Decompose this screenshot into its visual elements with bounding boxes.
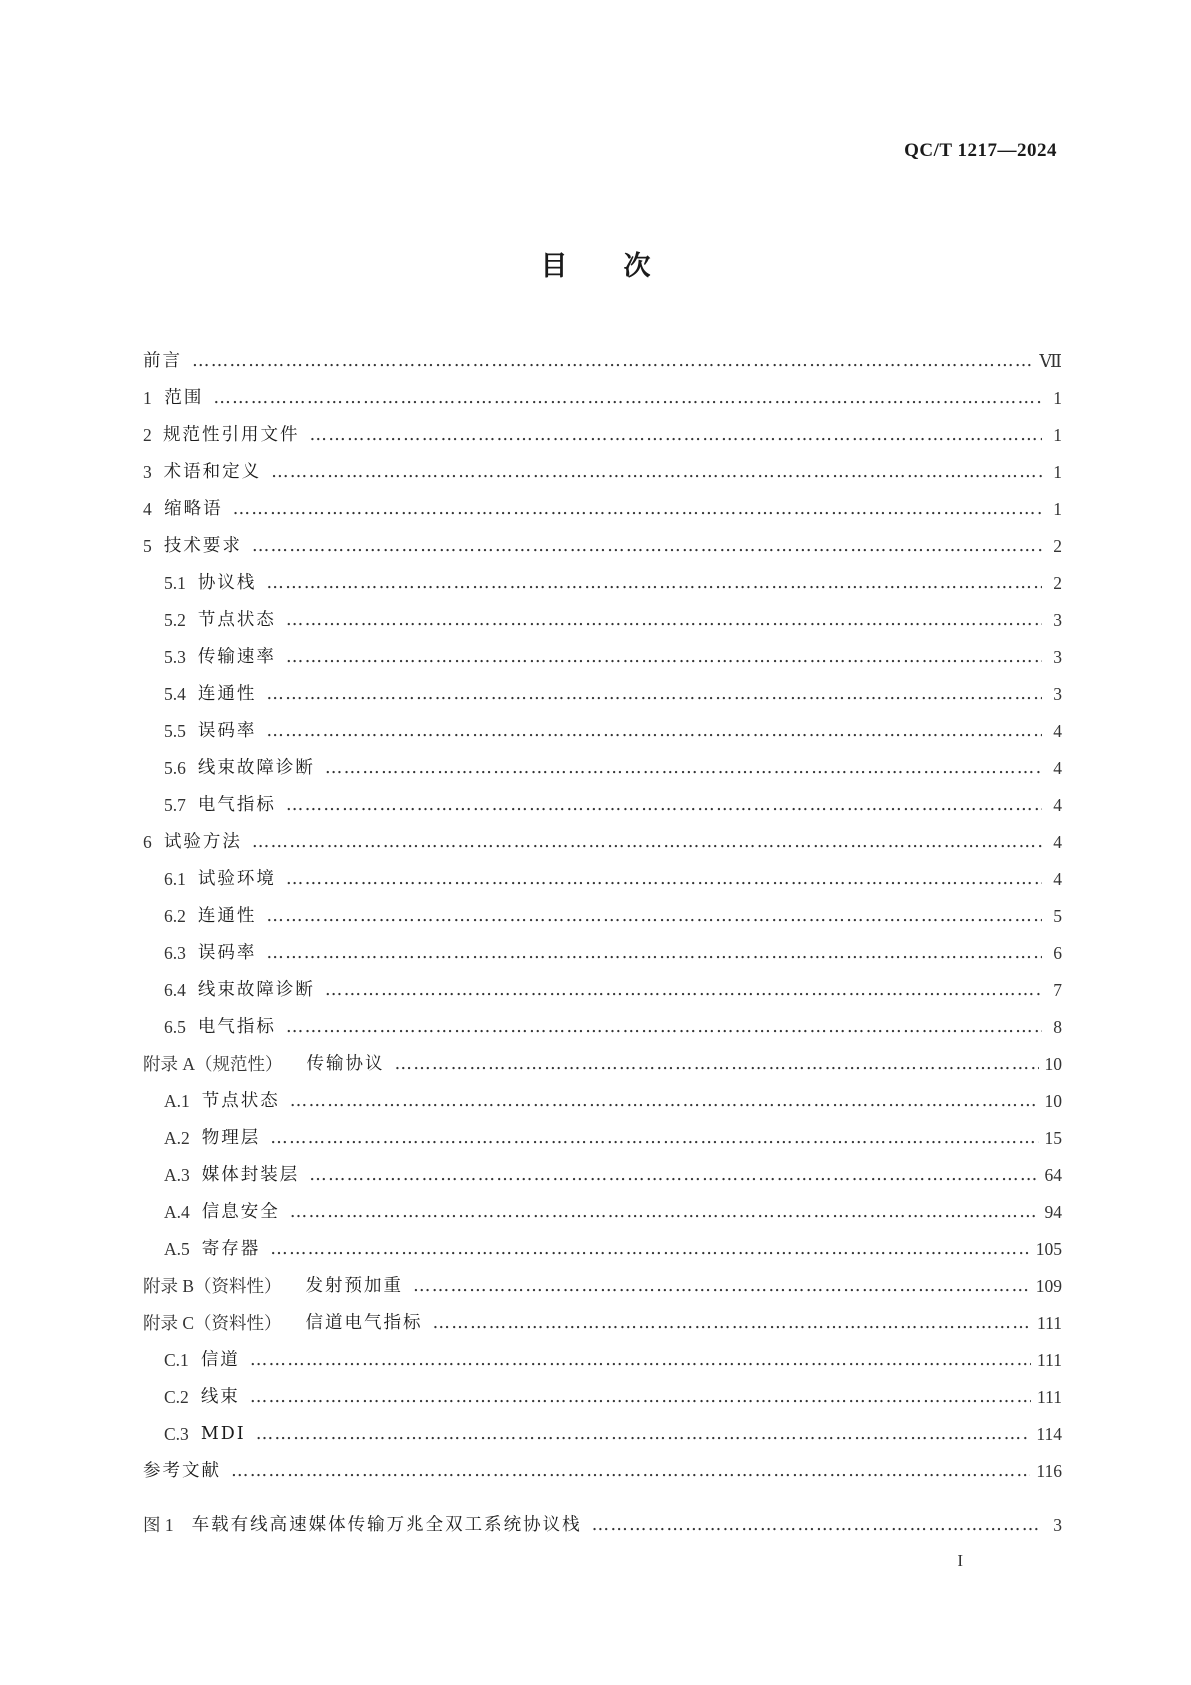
toc-entry-number: 6.1 (164, 869, 186, 889)
toc-entry-title: 信息安全 (201, 1202, 280, 1222)
toc-entry-title: 前言 (143, 351, 182, 371)
standard-number: QC/T 1217—2024 (904, 140, 1057, 161)
toc-entry-number: A.4 (164, 1202, 190, 1222)
toc-entry-title: 媒体封装层 (201, 1165, 300, 1185)
toc-entry-number: 5.6 (164, 758, 186, 778)
toc-entry-number: 6.5 (164, 1017, 186, 1037)
toc-entry-title: MDI (200, 1424, 246, 1444)
toc-entry-number: 4 (143, 499, 152, 519)
toc-entry[interactable] (143, 854, 1062, 891)
toc-entry-title: 参考文献 (143, 1461, 221, 1481)
toc-entry-title: 线束故障诊断 (197, 980, 315, 1000)
toc-entry-page: 4 (1053, 869, 1062, 889)
toc-entry-page: 10 (1044, 1091, 1062, 1111)
toc-entry[interactable] (143, 1150, 1062, 1187)
toc-entry-title: 规范性引用文件 (163, 425, 300, 445)
toc-leader-dots (266, 571, 1042, 595)
toc-entry-number: 5.1 (164, 573, 186, 593)
toc-leader-dots (252, 830, 1042, 854)
toc-entry-number: C.2 (164, 1387, 189, 1407)
toc-entry-page: 1 (1053, 425, 1062, 445)
toc-entry-number: 5.2 (164, 610, 186, 630)
toc-entry-number: 5 (143, 536, 152, 556)
toc-entry-page: 7 (1053, 980, 1062, 1000)
figure-entry[interactable] (143, 1500, 1062, 1537)
toc-leader-dots (286, 1015, 1042, 1039)
toc-entry-title: 电气指标 (197, 795, 276, 815)
toc-entry[interactable] (143, 447, 1062, 484)
toc-entry-title: 误码率 (197, 721, 257, 741)
toc-entry-number: 6.4 (164, 980, 186, 1000)
toc-entry-number: 1 (143, 388, 152, 408)
toc-leader-dots (286, 793, 1042, 817)
toc-entry-number: 附录 B（资料性） (143, 1276, 282, 1296)
toc-entry-title: 节点状态 (201, 1091, 280, 1111)
toc-entry[interactable] (143, 632, 1062, 669)
toc-entry[interactable] (143, 1335, 1062, 1372)
toc-entry-number: 5.4 (164, 684, 186, 704)
toc-entry-title: 技术要求 (163, 536, 242, 556)
toc-entry-page: 109 (1035, 1276, 1062, 1296)
toc-entry[interactable] (143, 780, 1062, 817)
toc-entry[interactable] (143, 817, 1062, 854)
toc-entry-page: 10 (1044, 1054, 1062, 1074)
toc-leader-dots (192, 349, 1033, 373)
toc-entry[interactable] (143, 1039, 1062, 1076)
toc-entry-page: 1 (1053, 388, 1062, 408)
toc-leader-dots (213, 386, 1042, 410)
toc-entry[interactable] (143, 928, 1062, 965)
toc-leader-dots (433, 1311, 1032, 1335)
toc-entry-page: 4 (1053, 795, 1062, 815)
toc-entry-number: 5.5 (164, 721, 186, 741)
toc-entry-title: 发射预加重 (305, 1276, 404, 1296)
toc-entry-number: A.5 (164, 1239, 190, 1259)
toc-entry-page: 4 (1053, 832, 1062, 852)
toc-entry-number: C.1 (164, 1350, 189, 1370)
toc-entry[interactable] (143, 1298, 1062, 1335)
toc-leader-dots (309, 1163, 1038, 1187)
toc-entry[interactable] (143, 1002, 1062, 1039)
toc-entry-title: 线束故障诊断 (197, 758, 315, 778)
toc-leader-dots (592, 1513, 1042, 1537)
toc-entry-page: 1 (1053, 499, 1062, 519)
toc-entry[interactable] (143, 1076, 1062, 1113)
toc-entry-page: 116 (1036, 1461, 1062, 1481)
toc-entry[interactable] (143, 1446, 1062, 1483)
figure-entry-number: 图 1 (143, 1515, 174, 1535)
toc-entry-page: 1 (1053, 462, 1062, 482)
toc-entry-page: 3 (1053, 684, 1062, 704)
toc-entry-page: 6 (1053, 943, 1062, 963)
toc-entry-title: 节点状态 (197, 610, 276, 630)
toc-entry[interactable] (143, 1224, 1062, 1261)
toc-entry[interactable] (143, 410, 1062, 447)
toc-leader-dots (252, 534, 1042, 558)
toc-leader-dots (266, 904, 1042, 928)
toc-leader-dots (233, 497, 1042, 521)
toc-entry-page: 105 (1035, 1239, 1062, 1259)
toc-entry-page: 111 (1037, 1387, 1062, 1407)
toc-leader-dots (250, 1385, 1031, 1409)
toc-leader-dots (286, 608, 1042, 632)
toc-entry[interactable] (143, 1113, 1062, 1150)
toc-entry-number: 6.3 (164, 943, 186, 963)
toc-entry-page: 3 (1053, 610, 1062, 630)
toc-entry-title: 传输速率 (197, 647, 276, 667)
toc-leader-dots (286, 867, 1042, 891)
toc-entry-page: 4 (1053, 721, 1062, 741)
toc-entry-number: 3 (143, 462, 152, 482)
toc-entry-number: 6 (143, 832, 152, 852)
toc-leader-dots (231, 1459, 1030, 1483)
toc-entry-number: 6.2 (164, 906, 186, 926)
page-title-char-1: 目 (540, 251, 568, 282)
toc-entry[interactable] (143, 558, 1062, 595)
toc-entry[interactable] (143, 1187, 1062, 1224)
toc-entry-title: 物理层 (201, 1128, 261, 1148)
toc-entry-page: Ⅶ (1039, 351, 1062, 371)
toc-leader-dots (310, 423, 1042, 447)
toc-entry-page: 5 (1053, 906, 1062, 926)
toc-entry-title: 寄存器 (201, 1239, 261, 1259)
toc-entry-title: 缩略语 (164, 499, 223, 519)
toc-entry-number: A.3 (164, 1165, 190, 1185)
toc-leader-dots (256, 1422, 1031, 1446)
toc-entry[interactable] (143, 484, 1062, 521)
page-title-char-2: 次 (623, 251, 651, 282)
toc-entry-title: 连通性 (197, 906, 257, 926)
toc-entry-page: 2 (1053, 573, 1062, 593)
toc-entry-page: 64 (1044, 1165, 1062, 1185)
toc-entry[interactable] (143, 1409, 1062, 1446)
toc-entry-number: A.1 (164, 1091, 190, 1111)
toc-entry-number: 5.3 (164, 647, 186, 667)
toc-entry[interactable] (143, 965, 1062, 1002)
toc-entry[interactable] (143, 336, 1062, 373)
toc-leader-dots (270, 1237, 1029, 1261)
toc-entry-title: 线束 (200, 1387, 240, 1407)
toc-entry[interactable] (143, 669, 1062, 706)
toc-leader-dots (286, 645, 1042, 669)
page-title (0, 244, 1191, 283)
toc-entry-title: 传输协议 (306, 1054, 385, 1074)
toc-entry-page: 4 (1053, 758, 1062, 778)
toc-leader-dots (266, 719, 1042, 743)
toc-entry[interactable] (143, 1261, 1062, 1298)
toc-entry-title: 误码率 (197, 943, 257, 963)
toc-entry-title: 信道 (200, 1350, 240, 1370)
footer-page-number: I (957, 1551, 963, 1570)
toc-entry-page: 15 (1044, 1128, 1062, 1148)
toc-leader-dots (290, 1089, 1039, 1113)
toc-entry[interactable] (143, 743, 1062, 780)
toc-list (143, 336, 1062, 1483)
toc-leader-dots (271, 460, 1042, 484)
toc-entry-title: 试验方法 (163, 832, 242, 852)
toc-entry[interactable] (143, 595, 1062, 632)
toc-entry-number: 附录 C（资料性） (143, 1313, 282, 1333)
toc-entry[interactable] (143, 521, 1062, 558)
toc-entry-title: 协议栈 (197, 573, 257, 593)
toc-leader-dots (395, 1052, 1039, 1076)
toc-entry-page: 111 (1037, 1313, 1062, 1333)
figure-entry-page: 3 (1053, 1515, 1062, 1535)
toc-entry-page: 3 (1053, 647, 1062, 667)
toc-leader-dots (266, 682, 1042, 706)
toc-entry-page: 114 (1036, 1424, 1062, 1444)
toc-entry-page: 8 (1053, 1017, 1062, 1037)
toc-leader-dots (250, 1348, 1031, 1372)
toc-entry-title: 术语和定义 (163, 462, 262, 482)
toc-leader-dots (413, 1274, 1030, 1298)
toc-entry-page: 2 (1053, 536, 1062, 556)
toc-entry-number: A.2 (164, 1128, 190, 1148)
toc-entry-title: 连通性 (197, 684, 257, 704)
toc-leader-dots (325, 756, 1042, 780)
toc-entry-title: 范围 (164, 388, 204, 408)
toc-entry-page: 94 (1044, 1202, 1062, 1222)
toc-entry-number: 附录 A（规范性） (143, 1054, 283, 1074)
toc-leader-dots (290, 1200, 1039, 1224)
toc-leader-dots (266, 941, 1042, 965)
toc-entry[interactable] (143, 706, 1062, 743)
toc-entry[interactable] (143, 1372, 1062, 1409)
toc-entry-number: 5.7 (164, 795, 186, 815)
toc-entry[interactable] (143, 891, 1062, 928)
toc-entry-title: 电气指标 (197, 1017, 276, 1037)
toc-entry-number: 2 (143, 425, 152, 445)
figure-entry-title: 车载有线高速媒体传输万兆全双工系统协议栈 (191, 1515, 582, 1535)
toc-leader-dots (270, 1126, 1038, 1150)
toc-entry-title: 信道电气指标 (305, 1313, 423, 1333)
figure-list (143, 1500, 1062, 1537)
toc-leader-dots (325, 978, 1042, 1002)
toc-entry-title: 试验环境 (197, 869, 276, 889)
toc-entry-page: 111 (1037, 1350, 1062, 1370)
toc-entry[interactable] (143, 373, 1062, 410)
toc-entry-number: C.3 (164, 1424, 189, 1444)
